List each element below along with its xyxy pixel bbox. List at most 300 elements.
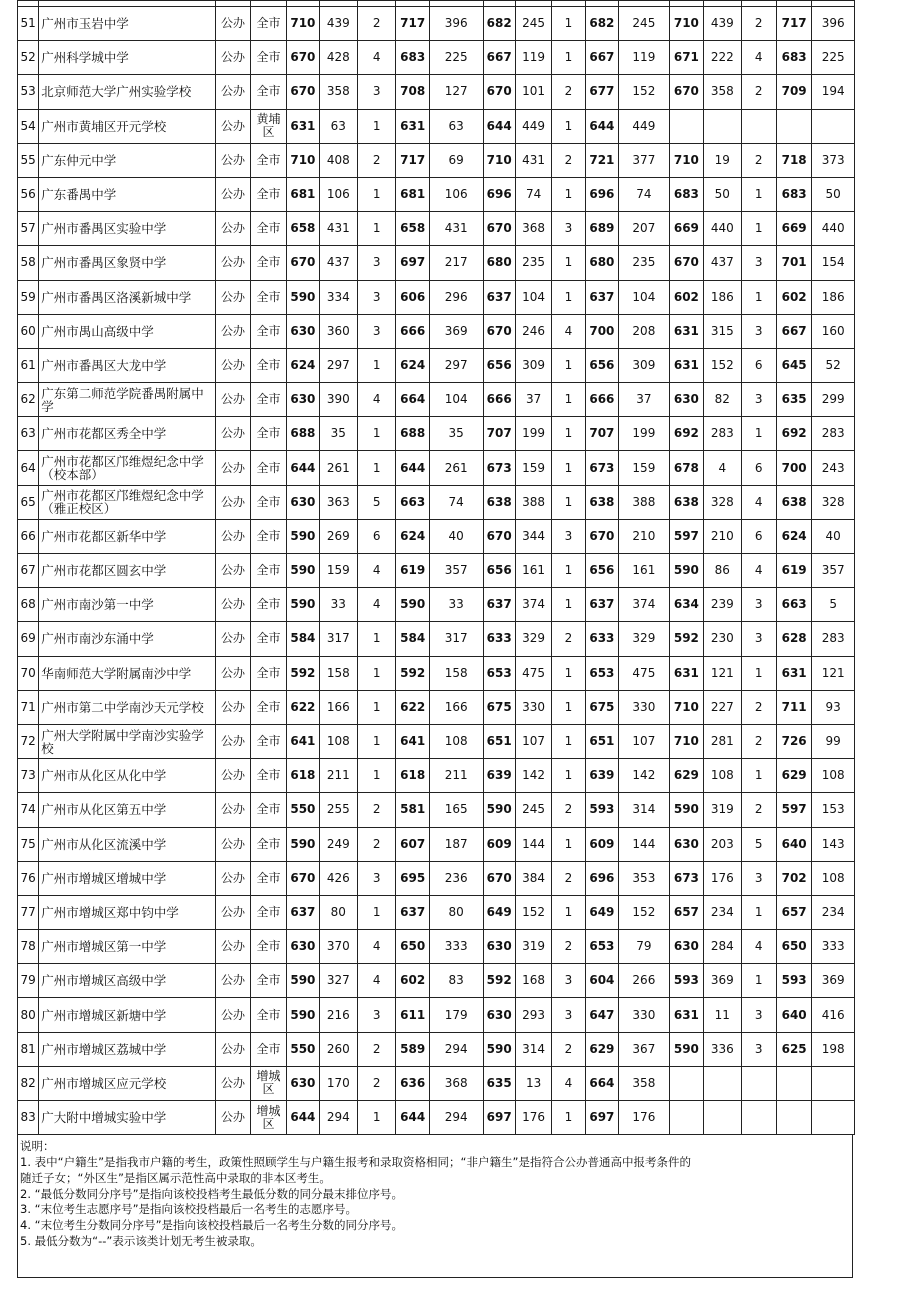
score-cell: 1 [358, 724, 396, 758]
score-cell: 245 [515, 793, 551, 827]
score-cell: 235 [515, 246, 551, 280]
score-cell: 2 [741, 143, 776, 177]
school-type: 公办 [216, 143, 250, 177]
score-cell: 645 [776, 348, 811, 382]
score-cell: 158 [429, 656, 483, 690]
score-cell: 2 [358, 1032, 396, 1066]
row-index: 74 [18, 793, 39, 827]
table-row [18, 348, 855, 382]
school-type: 公办 [216, 1066, 250, 1100]
score-cell: 666 [585, 383, 618, 417]
score-cell: 170 [319, 1066, 357, 1100]
score-cell: 284 [704, 930, 741, 964]
score-cell: 590 [669, 554, 703, 588]
school-name: 广州市花都区邝维煜纪念中学（雅正校区） [39, 485, 216, 519]
school-name: 广东仲元中学 [39, 143, 216, 177]
score-cell: 629 [776, 759, 811, 793]
score-cell: 369 [704, 964, 741, 998]
score-cell: 104 [429, 383, 483, 417]
score-cell: 369 [429, 314, 483, 348]
score-cell: 1 [741, 280, 776, 314]
score-cell: 670 [287, 75, 319, 109]
score-cell: 440 [704, 212, 741, 246]
school-name: 广州市黄埔区开元学校 [39, 109, 216, 143]
score-cell: 329 [619, 622, 670, 656]
score-cell: 622 [287, 690, 319, 724]
school-type: 公办 [216, 1101, 250, 1135]
score-cell: 108 [812, 861, 855, 895]
score-cell: 1 [358, 1101, 396, 1135]
score-cell: 40 [429, 519, 483, 553]
score-cell: 658 [396, 212, 429, 246]
score-cell: 4 [704, 451, 741, 485]
score-cell: 367 [619, 1032, 670, 1066]
row-index: 59 [18, 280, 39, 314]
score-cell: 2 [552, 622, 585, 656]
score-cell: 3 [741, 314, 776, 348]
row-index: 66 [18, 519, 39, 553]
score-cell: 673 [483, 451, 515, 485]
score-cell: 373 [812, 143, 855, 177]
score-cell: 1 [358, 451, 396, 485]
score-cell: 718 [776, 143, 811, 177]
score-cell: 663 [396, 485, 429, 519]
score-cell: 246 [515, 314, 551, 348]
score-cell: 604 [585, 964, 618, 998]
score-cell: 653 [483, 656, 515, 690]
score-cell: 4 [741, 554, 776, 588]
score-cell: 159 [515, 451, 551, 485]
score-cell: 203 [704, 827, 741, 861]
score-cell: 449 [515, 109, 551, 143]
school-name: 广州市番禺区实验中学 [39, 212, 216, 246]
score-cell: 640 [776, 827, 811, 861]
score-cell: 225 [812, 41, 855, 75]
score-cell: 631 [669, 998, 703, 1032]
score-cell: 3 [741, 1032, 776, 1066]
score-cell: 634 [669, 588, 703, 622]
score-cell: 590 [287, 827, 319, 861]
score-cell: 710 [669, 724, 703, 758]
score-cell: 210 [619, 519, 670, 553]
score-cell: 236 [429, 861, 483, 895]
score-cell: 631 [669, 656, 703, 690]
enrollment-scope: 全市 [250, 588, 286, 622]
score-cell: 152 [704, 348, 741, 382]
score-cell: 708 [396, 75, 429, 109]
score-cell: 619 [776, 554, 811, 588]
score-cell [741, 1101, 776, 1135]
score-cell: 721 [585, 143, 618, 177]
score-cell: 158 [319, 656, 357, 690]
score-cell: 33 [429, 588, 483, 622]
score-cell: 641 [287, 724, 319, 758]
table-row [18, 451, 855, 485]
table-row [18, 177, 855, 211]
score-cell: 673 [669, 861, 703, 895]
score-cell: 2 [741, 75, 776, 109]
score-cell: 439 [319, 7, 357, 41]
score-cell: 245 [515, 7, 551, 41]
score-cell: 143 [812, 827, 855, 861]
score-cell: 5 [812, 588, 855, 622]
admission-score-table [17, 0, 855, 1135]
score-cell [704, 109, 741, 143]
score-cell: 384 [515, 861, 551, 895]
row-index: 83 [18, 1101, 39, 1135]
school-name: 广州市花都区新华中学 [39, 519, 216, 553]
score-cell: 152 [619, 895, 670, 929]
score-cell: 590 [396, 588, 429, 622]
score-cell: 677 [585, 75, 618, 109]
school-name: 广州市从化区从化中学 [39, 759, 216, 793]
score-cell: 637 [483, 280, 515, 314]
score-cell [704, 1066, 741, 1100]
score-cell: 408 [319, 143, 357, 177]
score-cell: 644 [585, 109, 618, 143]
score-cell: 1 [741, 177, 776, 211]
score-cell: 283 [812, 417, 855, 451]
score-cell: 1 [358, 656, 396, 690]
school-name: 广州市增城区郑中钧中学 [39, 895, 216, 929]
score-cell: 597 [669, 519, 703, 553]
table-row [18, 998, 855, 1032]
score-cell: 142 [515, 759, 551, 793]
score-cell: 154 [812, 246, 855, 280]
score-cell: 688 [287, 417, 319, 451]
score-cell: 630 [287, 930, 319, 964]
score-cell: 6 [358, 519, 396, 553]
score-cell: 630 [669, 930, 703, 964]
score-cell: 638 [776, 485, 811, 519]
school-type: 公办 [216, 759, 250, 793]
score-cell: 269 [319, 519, 357, 553]
score-cell: 6 [741, 519, 776, 553]
score-cell: 19 [704, 143, 741, 177]
row-index: 73 [18, 759, 39, 793]
score-cell: 2 [358, 143, 396, 177]
score-cell: 52 [812, 348, 855, 382]
enrollment-scope: 全市 [250, 964, 286, 998]
score-cell: 319 [704, 793, 741, 827]
score-cell: 80 [429, 895, 483, 929]
score-cell: 638 [585, 485, 618, 519]
score-cell: 314 [619, 793, 670, 827]
score-cell: 334 [319, 280, 357, 314]
score-cell: 630 [287, 485, 319, 519]
score-cell: 426 [319, 861, 357, 895]
score-cell: 641 [396, 724, 429, 758]
score-cell: 86 [704, 554, 741, 588]
score-cell: 717 [776, 7, 811, 41]
score-cell: 590 [287, 998, 319, 1032]
score-cell: 710 [669, 7, 703, 41]
score-cell: 630 [287, 1066, 319, 1100]
score-cell: 142 [619, 759, 670, 793]
score-cell: 670 [483, 861, 515, 895]
table-row [18, 588, 855, 622]
score-cell: 330 [619, 998, 670, 1032]
score-cell: 2 [741, 793, 776, 827]
school-name: 广州市番禺区大龙中学 [39, 348, 216, 382]
enrollment-scope: 全市 [250, 861, 286, 895]
school-type: 公办 [216, 75, 250, 109]
school-type: 公办 [216, 519, 250, 553]
score-cell: 635 [776, 383, 811, 417]
score-cell: 650 [396, 930, 429, 964]
score-cell: 3 [552, 964, 585, 998]
score-cell: 144 [619, 827, 670, 861]
score-cell: 3 [552, 998, 585, 1032]
score-cell: 592 [287, 656, 319, 690]
score-cell: 198 [812, 1032, 855, 1066]
score-cell: 69 [429, 143, 483, 177]
row-index: 65 [18, 485, 39, 519]
score-cell: 1 [552, 895, 585, 929]
score-cell: 670 [287, 246, 319, 280]
score-cell: 328 [704, 485, 741, 519]
score-cell: 590 [483, 793, 515, 827]
score-cell: 388 [515, 485, 551, 519]
score-cell: 717 [396, 7, 429, 41]
row-index: 81 [18, 1032, 39, 1066]
score-cell: 235 [619, 246, 670, 280]
school-type: 公办 [216, 656, 250, 690]
score-cell: 630 [483, 930, 515, 964]
enrollment-scope: 全市 [250, 930, 286, 964]
score-cell: 475 [619, 656, 670, 690]
score-cell: 199 [515, 417, 551, 451]
score-cell: 670 [669, 246, 703, 280]
score-sheet [17, 0, 855, 1278]
score-cell: 50 [812, 177, 855, 211]
score-cell: 217 [429, 246, 483, 280]
score-cell: 329 [515, 622, 551, 656]
table-row [18, 656, 855, 690]
score-cell: 590 [287, 554, 319, 588]
score-cell: 584 [287, 622, 319, 656]
score-cell: 210 [704, 519, 741, 553]
score-cell: 165 [429, 793, 483, 827]
table-row [18, 895, 855, 929]
score-cell: 358 [704, 75, 741, 109]
enrollment-scope: 全市 [250, 314, 286, 348]
row-index: 77 [18, 895, 39, 929]
score-cell: 1 [358, 348, 396, 382]
score-cell: 234 [812, 895, 855, 929]
score-cell: 74 [619, 177, 670, 211]
score-cell: 683 [669, 177, 703, 211]
score-cell: 696 [483, 177, 515, 211]
school-name: 广州市增城区荔城中学 [39, 1032, 216, 1066]
score-cell: 4 [358, 588, 396, 622]
score-cell: 1 [552, 451, 585, 485]
score-cell: 363 [319, 485, 357, 519]
enrollment-scope: 全市 [250, 280, 286, 314]
score-cell: 299 [812, 383, 855, 417]
score-cell: 644 [396, 1101, 429, 1135]
score-cell: 669 [776, 212, 811, 246]
score-cell: 208 [619, 314, 670, 348]
table-row [18, 930, 855, 964]
score-cell: 649 [585, 895, 618, 929]
score-cell: 294 [429, 1032, 483, 1066]
score-cell: 37 [619, 383, 670, 417]
score-cell: 1 [741, 417, 776, 451]
score-cell: 1 [552, 1101, 585, 1135]
score-cell: 1 [741, 964, 776, 998]
score-cell: 121 [704, 656, 741, 690]
score-cell: 656 [483, 554, 515, 588]
score-cell: 624 [396, 348, 429, 382]
score-cell: 186 [704, 280, 741, 314]
score-cell: 710 [669, 690, 703, 724]
row-index: 79 [18, 964, 39, 998]
row-index: 71 [18, 690, 39, 724]
score-cell: 618 [287, 759, 319, 793]
note-1: 1. 表中“户籍生”是指我市户籍的考生，政策性照顾学生与户籍生报考和录取资格相同；“非户籍生”是指符合公办普通高中报考条件的 [20, 1154, 691, 1169]
row-index: 60 [18, 314, 39, 348]
score-cell: 1 [552, 485, 585, 519]
score-cell: 283 [704, 417, 741, 451]
score-cell: 707 [585, 417, 618, 451]
score-cell: 1 [552, 759, 585, 793]
score-cell: 682 [585, 7, 618, 41]
row-index: 78 [18, 930, 39, 964]
row-index: 62 [18, 383, 39, 417]
score-cell [669, 1101, 703, 1135]
score-cell: 121 [812, 656, 855, 690]
row-index: 70 [18, 656, 39, 690]
score-cell: 153 [812, 793, 855, 827]
score-cell: 40 [812, 519, 855, 553]
score-cell: 296 [429, 280, 483, 314]
score-cell: 688 [396, 417, 429, 451]
row-index: 55 [18, 143, 39, 177]
score-cell: 678 [669, 451, 703, 485]
score-cell: 3 [741, 588, 776, 622]
school-type: 公办 [216, 588, 250, 622]
score-cell: 644 [287, 1101, 319, 1135]
row-index: 68 [18, 588, 39, 622]
score-cell: 1 [552, 246, 585, 280]
table-row [18, 964, 855, 998]
score-cell: 609 [585, 827, 618, 861]
table-row [18, 793, 855, 827]
score-cell: 590 [669, 793, 703, 827]
school-type: 公办 [216, 109, 250, 143]
enrollment-scope: 全市 [250, 690, 286, 724]
school-type: 公办 [216, 314, 250, 348]
school-type: 公办 [216, 998, 250, 1032]
score-cell: 1 [358, 417, 396, 451]
score-cell: 1 [358, 622, 396, 656]
school-name: 广州市南沙第一中学 [39, 588, 216, 622]
score-cell: 2 [552, 930, 585, 964]
score-cell: 106 [429, 177, 483, 211]
school-name: 广州市增城区高级中学 [39, 964, 216, 998]
score-cell: 166 [429, 690, 483, 724]
score-cell: 3 [358, 280, 396, 314]
score-cell: 152 [515, 895, 551, 929]
score-cell: 609 [483, 827, 515, 861]
score-cell: 293 [515, 998, 551, 1032]
score-cell: 692 [776, 417, 811, 451]
score-cell: 396 [429, 7, 483, 41]
score-cell: 1 [552, 588, 585, 622]
note-3: 3. “末位考生志愿序号”是指向该校投档最后一名考生的志愿序号。 [20, 1202, 358, 1217]
score-cell: 1 [552, 724, 585, 758]
table-row [18, 554, 855, 588]
score-cell [776, 109, 811, 143]
score-cell: 631 [669, 348, 703, 382]
score-cell [669, 1066, 703, 1100]
enrollment-scope: 全市 [250, 827, 286, 861]
score-cell: 675 [585, 690, 618, 724]
score-cell: 79 [619, 930, 670, 964]
score-cell: 13 [515, 1066, 551, 1100]
table-row [18, 1101, 855, 1135]
score-cell: 327 [319, 964, 357, 998]
score-cell: 74 [515, 177, 551, 211]
score-cell: 4 [741, 485, 776, 519]
score-cell: 230 [704, 622, 741, 656]
score-cell: 638 [669, 485, 703, 519]
score-cell: 225 [429, 41, 483, 75]
score-cell: 333 [429, 930, 483, 964]
score-cell: 653 [585, 930, 618, 964]
score-cell: 1 [358, 759, 396, 793]
score-cell: 309 [619, 348, 670, 382]
score-cell: 700 [776, 451, 811, 485]
score-cell: 624 [396, 519, 429, 553]
school-name: 广大附中增城实验中学 [39, 1101, 216, 1135]
score-cell: 622 [396, 690, 429, 724]
school-name: 北京师范大学广州实验学校 [39, 75, 216, 109]
score-cell: 670 [287, 861, 319, 895]
score-cell: 639 [585, 759, 618, 793]
score-cell: 207 [619, 212, 670, 246]
school-type: 公办 [216, 41, 250, 75]
school-name: 广东第二师范学院番禺附属中学 [39, 383, 216, 417]
score-cell: 1 [552, 690, 585, 724]
score-cell: 369 [812, 964, 855, 998]
score-cell: 144 [515, 827, 551, 861]
score-cell: 640 [776, 998, 811, 1032]
score-cell: 99 [812, 724, 855, 758]
score-cell: 222 [704, 41, 741, 75]
score-cell: 283 [812, 622, 855, 656]
score-cell: 670 [483, 519, 515, 553]
table-row [18, 280, 855, 314]
table-row [18, 417, 855, 451]
score-cell: 80 [319, 895, 357, 929]
score-cell: 710 [287, 7, 319, 41]
score-cell: 630 [483, 998, 515, 1032]
school-name: 广州市番禺区象贤中学 [39, 246, 216, 280]
school-type: 公办 [216, 451, 250, 485]
school-name: 广州市花都区圆玄中学 [39, 554, 216, 588]
enrollment-scope: 全市 [250, 622, 286, 656]
score-cell: 649 [483, 895, 515, 929]
score-cell: 50 [704, 177, 741, 211]
table-row [18, 519, 855, 553]
enrollment-scope: 增城区 [250, 1066, 286, 1100]
score-cell: 711 [776, 690, 811, 724]
table-row [18, 383, 855, 417]
score-cell: 670 [669, 75, 703, 109]
score-cell: 700 [585, 314, 618, 348]
